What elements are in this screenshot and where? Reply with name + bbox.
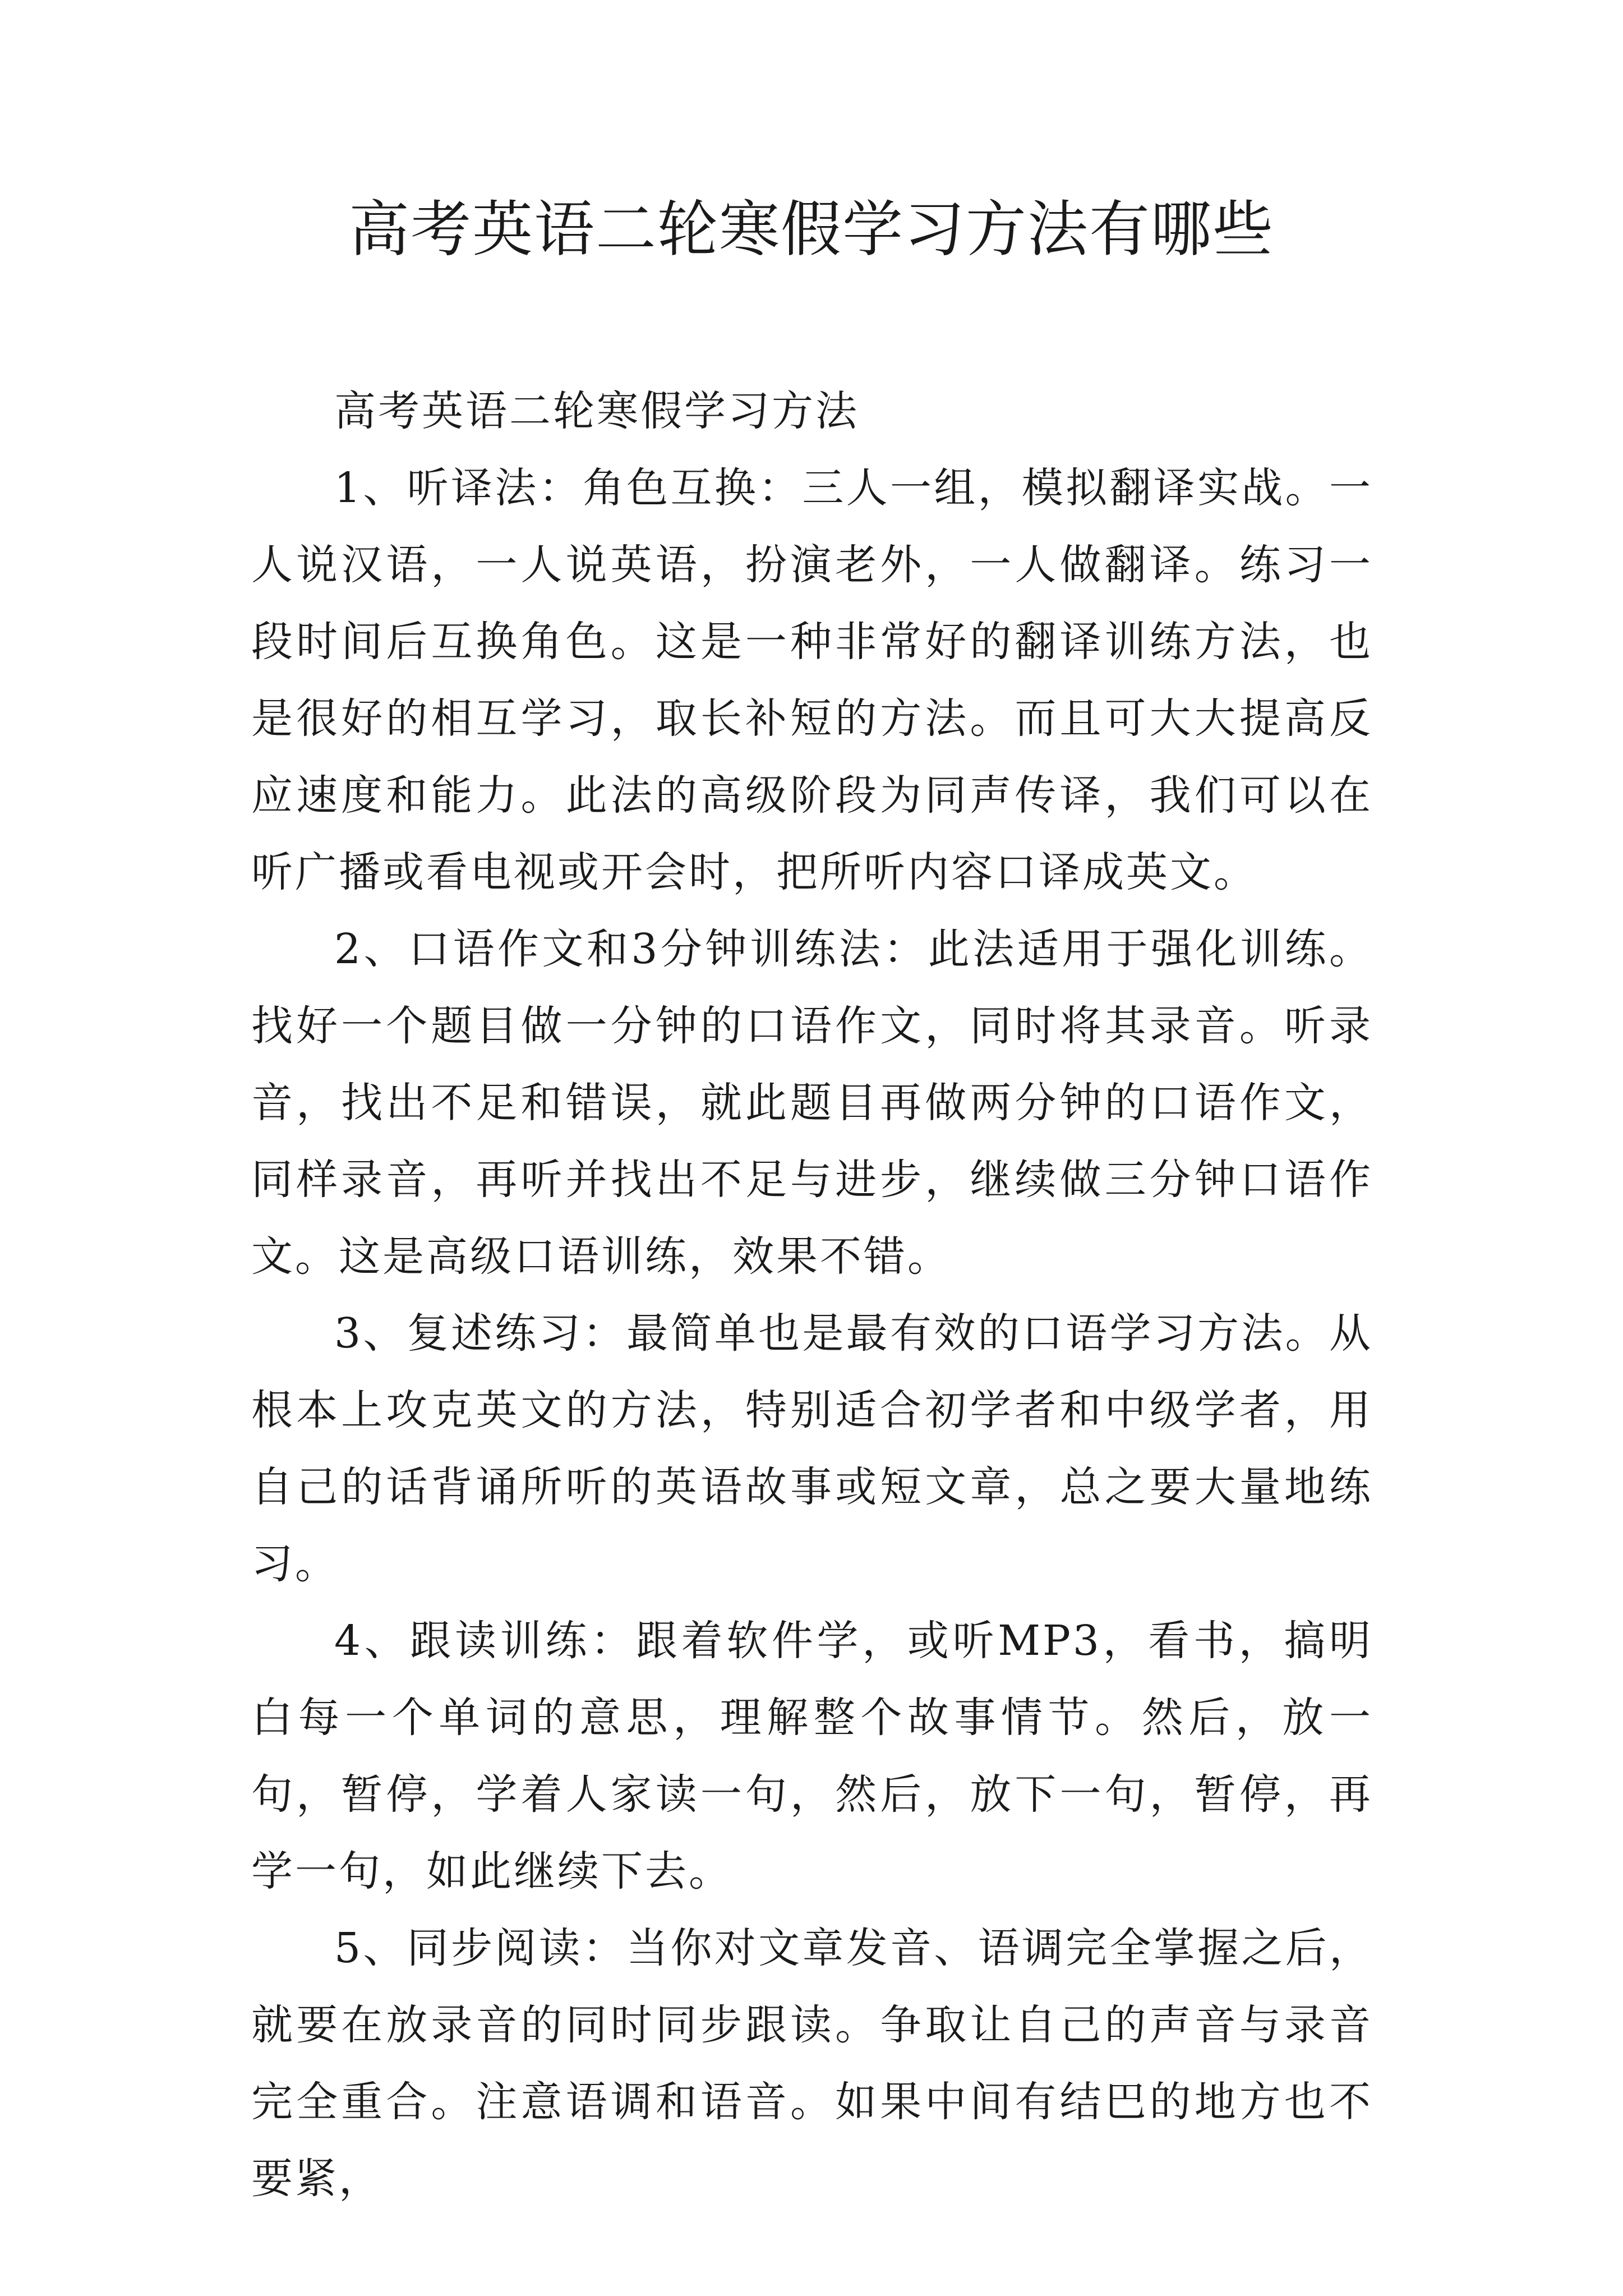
paragraph-synchronous-reading: 5、同步阅读：当你对文章发音、语调完全掌握之后，就要在放录音的同时同步跟读。争取让自己的声音与录音完全重合。注意语调和语音。如果中间有结巴的地方也不要紧， <box>251 1924 1373 2203</box>
document-body <box>251 373 1373 2217</box>
document-title: 高考英语二轮寒假学习方法有哪些 <box>348 195 1274 265</box>
subtitle-paragraph: 高考英语二轮寒假学习方法 <box>334 387 859 435</box>
paragraph-follow-reading: 4、跟读训练：跟着软件学，或听MP3，看书，搞明白每一个单词的意思，理解整个故事情节。然后，放一句，暂停，学着人家读一句，然后，放下一句，暂停，再学一句，如此继续下去。 <box>251 1617 1373 1895</box>
paragraph-oral-composition: 2、口语作文和3分钟训练法：此法适用于强化训练。找好一个题目做一分钟的口语作文，同时将其录音。听录音，找出不足和错误，就此题目再做两分钟的口语作文，同样录音，再听并找出不足与进步，继续做三分钟口语作文。这是高级口语训练，效果不错。 <box>251 925 1373 1281</box>
paragraph-retelling: 3、复述练习：最简单也是最有效的口语学习方法。从根本上攻克英文的方法，特别适合初学者和中级学者，用自己的话背诵所听的英语故事或短文章，总之要大量地练习。 <box>251 1309 1373 1588</box>
paragraph-listening-translation: 1、听译法：角色互换：三人一组，模拟翻译实战。一人说汉语，一人说英语，扮演老外，一人做翻译。练习一段时间后互换角色。这是一种非常好的翻译训练方法，也是很好的相互学习，取长补短的方法。而且可大大提高反应速度和能力。此法的高级阶段为同声传译，我们可以在听广播或看电视或开会时，把所听内容口译成英文。 <box>251 464 1373 896</box>
